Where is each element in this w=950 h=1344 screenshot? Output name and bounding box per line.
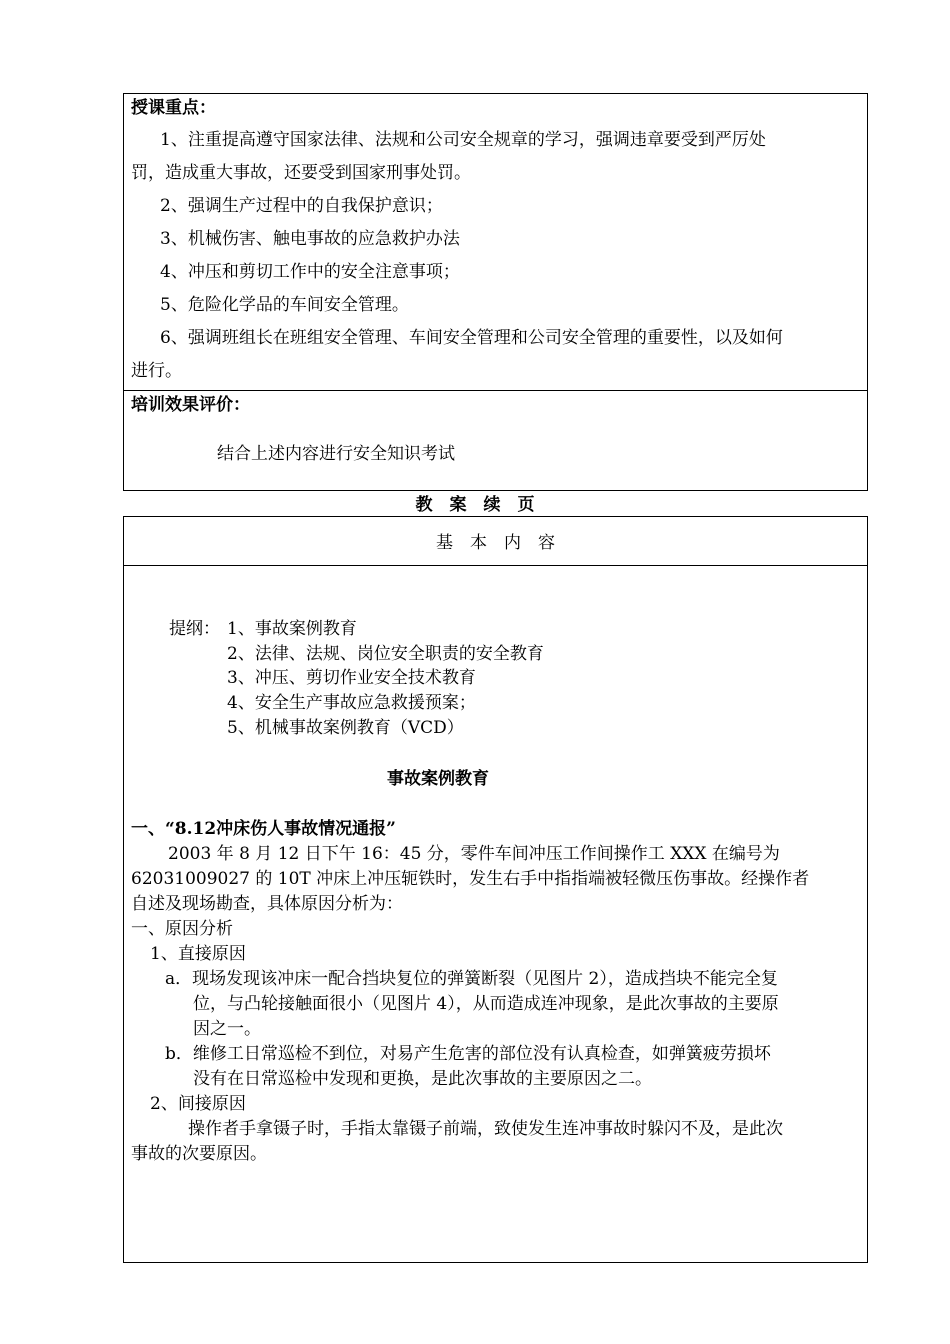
- outline-item-4: 4、安全生产事故应急救援预案；: [227, 693, 476, 713]
- outline-item-2: 2、法律、法规、岗位安全职责的安全教育: [227, 644, 544, 664]
- section-title: 事故案例教育: [387, 769, 489, 789]
- outline-item-5: 5、机械事故案例教育（VCD）: [227, 718, 464, 738]
- outline-label: 提纲：: [169, 619, 220, 639]
- teaching-focus-title: 授课重点：: [131, 98, 216, 118]
- focus-item-5: 5、危险化学品的车间安全管理。: [160, 295, 409, 315]
- focus-item-6-line-1: 6、强调班组长在班组安全管理、车间安全管理和公司安全管理的重要性，以及如何: [160, 328, 783, 348]
- evaluation-content: 结合上述内容进行安全知识考试: [217, 444, 455, 464]
- cause-b-line-2: 没有在日常巡检中发现和更换，是此次事故的主要原因之二。: [193, 1069, 652, 1089]
- focus-item-3: 3、机械伤害、触电事故的应急救护办法: [160, 229, 460, 249]
- focus-item-1-line-2: 罚，造成重大事故，还要受到国家刑事处罚。: [131, 163, 471, 183]
- basic-content-header: 基 本 内 容: [436, 533, 555, 553]
- continuation-title: 教 案 续 页: [415, 495, 535, 515]
- report-heading: 一、“8.12冲床伤人事故情况通报”: [131, 819, 396, 839]
- indirect-cause-line-2: 事故的次要原因。: [131, 1144, 267, 1164]
- focus-item-4: 4、冲压和剪切工作中的安全注意事项；: [160, 262, 460, 282]
- cause-a-line-2: 位，与凸轮接触面很小（见图片 4），从而造成连冲现象，是此次事故的主要原: [193, 994, 779, 1014]
- cause-heading: 一、原因分析: [131, 919, 233, 939]
- evaluation-title: 培训效果评价：: [131, 395, 250, 415]
- cause-b-line-1: b．维修工日常巡检不到位，对易产生危害的部位没有认真检查，如弹簧疲劳损坏: [165, 1044, 771, 1064]
- report-intro-line-1: 2003 年 8 月 12 日下午 16：45 分，零件车间冲压工作间操作工 XXX 在编号为: [168, 844, 780, 864]
- outline-item-3: 3、冲压、剪切作业安全技术教育: [227, 668, 476, 688]
- report-intro-line-3: 自述及现场勘查，具体原因分析为：: [131, 894, 403, 914]
- focus-item-2: 2、强调生产过程中的自我保护意识；: [160, 196, 443, 216]
- direct-cause-heading: 1、直接原因: [150, 944, 246, 964]
- cause-a-line-3: 因之一。: [193, 1019, 261, 1039]
- report-intro-line-2: 62031009027 的 10T 冲床上冲压轭铁时，发生右手中指指端被轻微压伤事故。经操作者: [131, 869, 810, 889]
- focus-item-6-line-2: 进行。: [131, 361, 182, 381]
- focus-item-1-line-1: 1、注重提高遵守国家法律、法规和公司安全规章的学习，强调违章要受到严厉处: [160, 130, 766, 150]
- cause-a-line-1: a．现场发现该冲床一配合挡块复位的弹簧断裂（见图片 2），造成挡块不能完全复: [165, 969, 778, 989]
- outline-item-1: 1、事故案例教育: [227, 619, 357, 639]
- indirect-cause-heading: 2、间接原因: [150, 1094, 246, 1114]
- indirect-cause-line-1: 操作者手拿镊子时，手指太靠镊子前端，致使发生连冲事故时躲闪不及，是此次: [188, 1119, 783, 1139]
